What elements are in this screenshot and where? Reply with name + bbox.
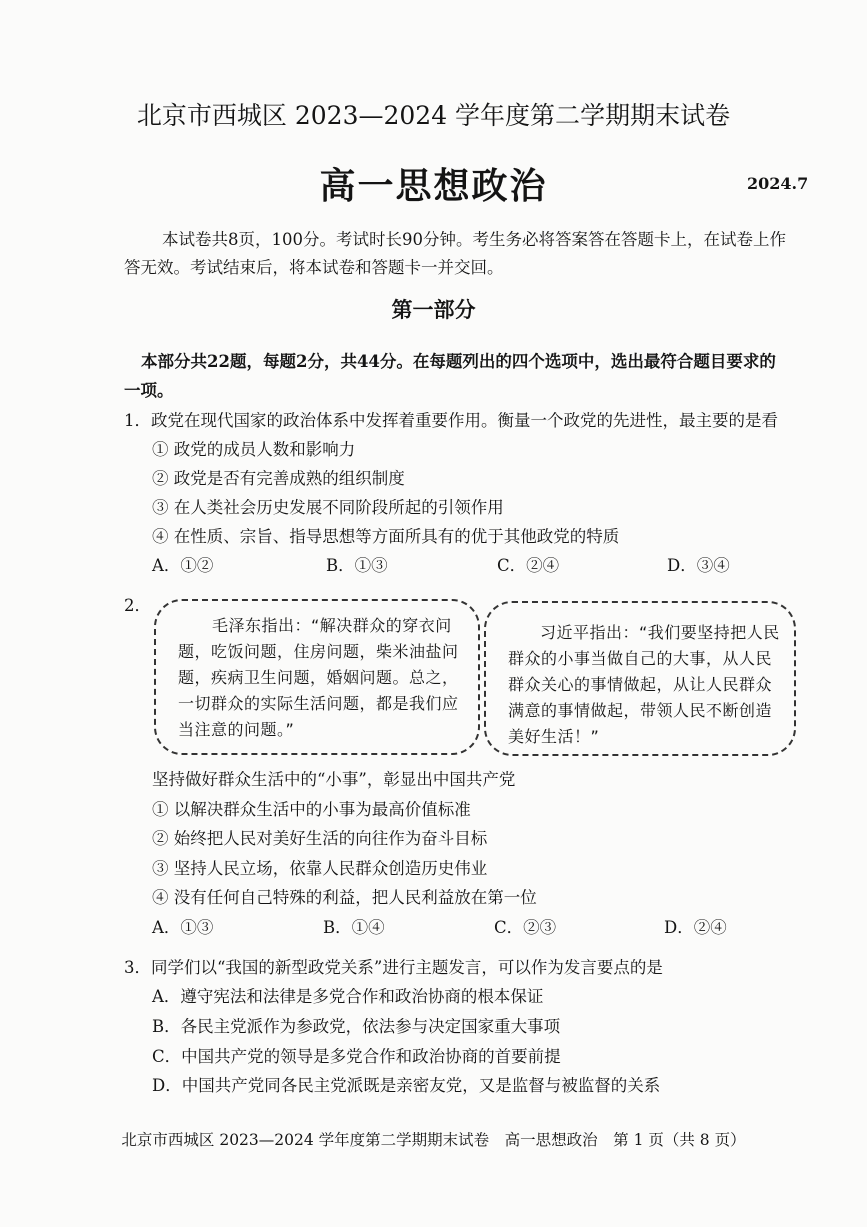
q1-item-1: ① 政党的成员人数和影响力: [152, 440, 356, 459]
q1-item-3: ③ 在人类社会历史发展不同阶段所起的引领作用: [152, 498, 504, 517]
page-footer: 北京市西城区 2023—2024 学年度第二学期期末试卷 高一思想政治 第 1 页（共 8 页）: [121, 1131, 746, 1149]
q2-option-b: B．①④: [323, 918, 385, 937]
q2-number: 2．: [124, 596, 151, 615]
part-instruction-line-1: 本部分共22题，每题2分，共44分。在每题列出的四个选项中，选出最符合题目要求的: [141, 352, 776, 371]
q2-item-1: ① 以解决群众生活中的小事为最高价值标准: [152, 800, 471, 819]
q1-stem: 1．政党在现代国家的政治体系中发挥着重要作用。衡量一个政党的先进性，最主要的是看: [124, 411, 778, 430]
q3-stem: 3．同学们以“我国的新型政党关系”进行主题发言，可以作为发言要点的是: [124, 958, 663, 977]
q1-item-4: ④ 在性质、宗旨、指导思想等方面所具有的优于其他政党的特质: [152, 527, 620, 546]
q3-option-d: D．中国共产党同各民主党派既是亲密友党，又是监督与被监督的关系: [152, 1076, 661, 1095]
q2-option-a: A．①③: [152, 918, 214, 937]
exam-date: 2024.7: [747, 174, 809, 193]
q2-option-c: C．②③: [494, 918, 557, 937]
q1-option-a: A．①②: [152, 556, 214, 575]
intro-line-2: 答无效。考试结束后，将本试卷和答题卡一并交回。: [124, 258, 504, 277]
q3-option-c: C．中国共产党的领导是多党合作和政治协商的首要前提: [152, 1047, 561, 1066]
q2-stem: 坚持做好群众生活中的“小事”，彰显出中国共产党: [152, 770, 516, 789]
q1-option-d: D．③④: [667, 556, 730, 575]
q1-item-2: ② 政党是否有完善成熟的组织制度: [152, 469, 405, 488]
quote-box-mao: [154, 599, 480, 755]
q1-option-b: B．①③: [326, 556, 388, 575]
intro-line-1: 本试卷共8页，100分。考试时长90分钟。考生务必将答案答在答题卡上，在试卷上作: [162, 230, 786, 249]
q3-option-a: A．遵守宪法和法律是多党合作和政治协商的根本保证: [152, 987, 544, 1006]
q2-option-d: D．②④: [664, 918, 727, 937]
quote-box-xi: [484, 601, 796, 756]
subject-title: 高一思想政治: [319, 165, 548, 207]
q2-item-3: ③ 坚持人民立场，依靠人民群众创造历史伟业: [152, 859, 488, 878]
q1-option-c: C．②④: [497, 556, 560, 575]
quote-xi: 习近平指出：“我们要坚持把人民群众的小事当做自己的大事，从人民群众关心的事情做起，从让人民群众满意的事情做起，带领人民不断创造美好生活！”: [508, 623, 780, 746]
part-heading: 第一部分: [391, 297, 476, 322]
q3-option-b: B．各民主党派作为参政党，依法参与决定国家重大事项: [152, 1017, 561, 1036]
part-instruction-line-2: 一项。: [124, 381, 174, 400]
q2-item-2: ② 始终把人民对美好生活的向往作为奋斗目标: [152, 829, 488, 848]
quote-mao: 毛泽东指出：“解决群众的穿衣问题，吃饭问题，住房问题，柴米油盐问题，疾病卫生问题，婚姻问题。总之，一切群众的实际生活问题，都是我们应当注意的问题。”: [178, 616, 459, 739]
q2-item-4: ④ 没有任何自己特殊的利益，把人民利益放在第一位: [152, 888, 537, 907]
exam-title: 北京市西城区 2023—2024 学年度第二学期期末试卷: [136, 101, 731, 130]
